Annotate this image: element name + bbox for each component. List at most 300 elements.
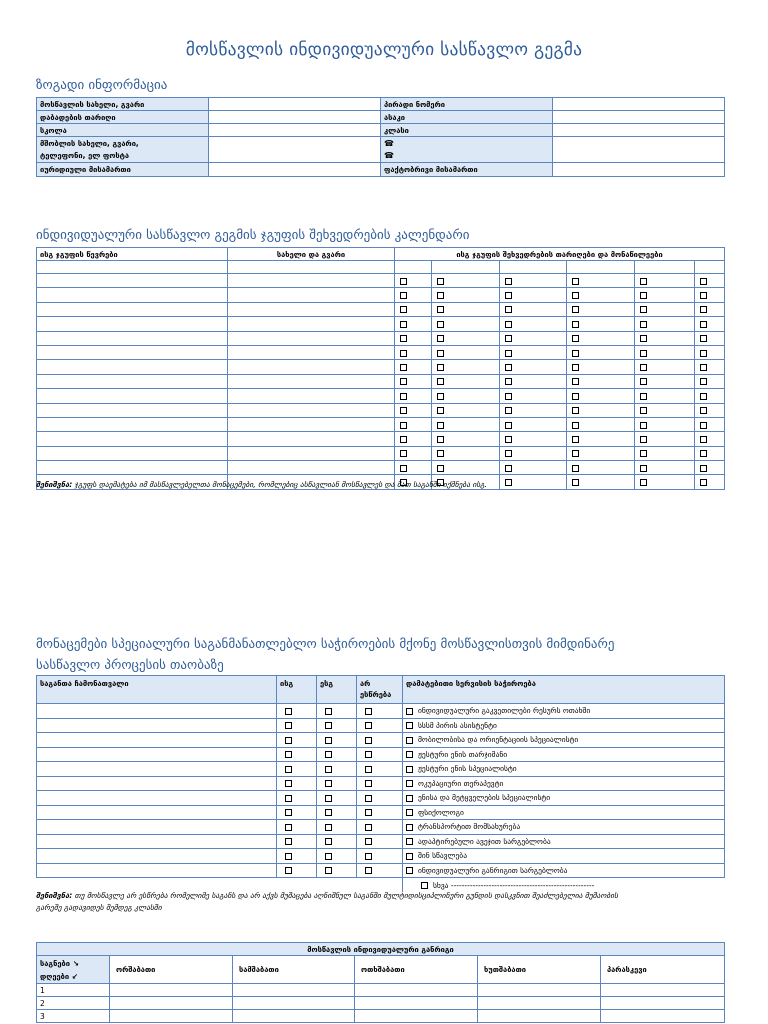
service-option[interactable]: [403, 733, 725, 748]
checkbox[interactable]: [437, 335, 444, 342]
checkbox[interactable]: [700, 364, 707, 371]
member-cell[interactable]: [37, 288, 228, 302]
subject-cell[interactable]: [37, 805, 277, 820]
attendance-cell: [432, 317, 500, 331]
name-cell[interactable]: [228, 288, 395, 302]
attendance-cell: [500, 374, 567, 388]
member-cell[interactable]: [37, 403, 228, 417]
service-option[interactable]: [403, 863, 725, 878]
attendance-cell: [695, 331, 725, 345]
checkbox[interactable]: [700, 450, 707, 457]
checkbox[interactable]: [285, 737, 292, 744]
member-cell[interactable]: [37, 331, 228, 345]
subject-cell[interactable]: [37, 733, 277, 748]
name-cell[interactable]: [228, 432, 395, 446]
checkbox[interactable]: [437, 350, 444, 357]
attendance-cell: [395, 374, 432, 388]
schedule-cell[interactable]: [478, 1010, 601, 1023]
checkbox[interactable]: [505, 465, 512, 472]
attendance-cell: [695, 360, 725, 374]
checkbox[interactable]: [285, 766, 292, 773]
attendance-cell: [695, 403, 725, 417]
checkbox[interactable]: [325, 809, 332, 816]
checkbox[interactable]: [572, 393, 579, 400]
date-cell[interactable]: [500, 261, 567, 274]
checkbox[interactable]: [406, 867, 413, 874]
subject-cell[interactable]: [37, 863, 277, 878]
member-cell[interactable]: [37, 417, 228, 431]
checkbox[interactable]: [406, 838, 413, 845]
checkbox[interactable]: [400, 321, 407, 328]
schedule-cell[interactable]: [478, 984, 601, 997]
name-cell[interactable]: [228, 360, 395, 374]
checkbox[interactable]: [400, 292, 407, 299]
checkbox[interactable]: [400, 450, 407, 457]
attendance-cell: [695, 446, 725, 460]
subject-cell[interactable]: [37, 747, 277, 762]
checkbox[interactable]: [572, 465, 579, 472]
attendance-cell: [395, 389, 432, 403]
checkbox[interactable]: [700, 479, 707, 486]
checkbox[interactable]: [572, 364, 579, 371]
esg-checkbox-cell: [317, 849, 357, 864]
checkbox[interactable]: [325, 867, 332, 874]
checkbox[interactable]: [505, 393, 512, 400]
name-cell[interactable]: [228, 302, 395, 316]
isg-checkbox-cell: [277, 704, 317, 719]
checkbox[interactable]: [640, 378, 647, 385]
not-attending-checkbox-cell: [357, 805, 403, 820]
date-cell[interactable]: [567, 261, 635, 274]
checkbox[interactable]: [400, 393, 407, 400]
schedule-cell[interactable]: [110, 984, 233, 997]
checkbox[interactable]: [640, 364, 647, 371]
checkbox[interactable]: [505, 378, 512, 385]
checkbox[interactable]: [365, 751, 372, 758]
class-field[interactable]: [553, 124, 725, 137]
checkbox[interactable]: [406, 708, 413, 715]
subject-cell[interactable]: [37, 791, 277, 806]
checkbox[interactable]: [640, 393, 647, 400]
student-name-field[interactable]: [209, 98, 381, 111]
checkbox[interactable]: [505, 479, 512, 486]
label-parent: [37, 137, 209, 163]
phone-icon: ☎: [384, 138, 394, 148]
attendance-cell: [567, 446, 635, 460]
member-cell[interactable]: [37, 461, 228, 475]
checkbox[interactable]: [640, 465, 647, 472]
subject-cell[interactable]: [37, 776, 277, 791]
checkbox[interactable]: [640, 450, 647, 457]
checkbox[interactable]: [406, 751, 413, 758]
checkbox[interactable]: [365, 809, 372, 816]
checkbox[interactable]: [285, 867, 292, 874]
member-cell[interactable]: [37, 374, 228, 388]
checkbox[interactable]: [505, 407, 512, 414]
checkbox[interactable]: [285, 795, 292, 802]
checkbox[interactable]: [505, 422, 512, 429]
label-parent-line2: ტელეფონი, ელ ფოსტა: [40, 150, 130, 160]
checkbox[interactable]: [572, 321, 579, 328]
attendance-cell: [695, 288, 725, 302]
member-cell[interactable]: [37, 274, 228, 288]
schedule-cell[interactable]: [233, 997, 355, 1010]
not-attending-checkbox-cell: [357, 718, 403, 733]
attendance-cell: [395, 317, 432, 331]
esg-checkbox-cell: [317, 733, 357, 748]
member-cell[interactable]: [37, 432, 228, 446]
schedule-cell[interactable]: [601, 984, 725, 997]
attendance-cell: [395, 360, 432, 374]
checkbox[interactable]: [700, 393, 707, 400]
parent-field[interactable]: [209, 137, 381, 163]
checkbox[interactable]: [325, 766, 332, 773]
checkbox[interactable]: [505, 292, 512, 299]
checkbox[interactable]: [285, 751, 292, 758]
name-cell[interactable]: [228, 274, 395, 288]
attendance-cell: [500, 302, 567, 316]
checkbox[interactable]: [700, 465, 707, 472]
checkbox[interactable]: [700, 436, 707, 443]
checkbox[interactable]: [406, 809, 413, 816]
checkbox[interactable]: [572, 450, 579, 457]
service-label: ჟესტური ენის სპეციალისტი: [418, 764, 517, 774]
name-cell[interactable]: [228, 331, 395, 345]
attendance-cell: [500, 274, 567, 288]
col-esg: ესგ: [317, 676, 357, 704]
checkbox[interactable]: [325, 824, 332, 831]
not-attending-checkbox-cell: [357, 704, 403, 719]
attendance-cell: [432, 274, 500, 288]
checkbox[interactable]: [437, 278, 444, 285]
date-cell[interactable]: [395, 261, 432, 274]
service-label: მობილობისა და ორიენტაციის სპეციალისტი: [418, 735, 579, 745]
schedule-cell[interactable]: [478, 997, 601, 1010]
service-option[interactable]: [403, 791, 725, 806]
subject-cell[interactable]: [37, 762, 277, 777]
checkbox[interactable]: [406, 780, 413, 787]
attendance-cell: [500, 432, 567, 446]
checkbox[interactable]: [505, 450, 512, 457]
name-cell[interactable]: [228, 417, 395, 431]
actual-address-field[interactable]: [553, 163, 725, 177]
service-option[interactable]: [403, 718, 725, 733]
service-option[interactable]: [403, 762, 725, 777]
checkbox[interactable]: [365, 780, 372, 787]
checkbox[interactable]: [325, 853, 332, 860]
checkbox[interactable]: [700, 350, 707, 357]
checkbox[interactable]: [285, 838, 292, 845]
checkbox[interactable]: [400, 306, 407, 313]
subject-row: [37, 805, 725, 820]
subject-cell[interactable]: [37, 820, 277, 835]
checkbox[interactable]: [365, 853, 372, 860]
subjects-note-line1: [36, 890, 618, 902]
meeting-row: [37, 446, 725, 460]
schedule-row: [37, 997, 725, 1010]
schedule-cell[interactable]: [355, 984, 478, 997]
checkbox[interactable]: [437, 393, 444, 400]
subjects-note: [36, 890, 618, 914]
checkbox[interactable]: [640, 335, 647, 342]
attendance-cell: [695, 475, 725, 489]
checkbox[interactable]: [437, 364, 444, 371]
attendance-cell: [432, 374, 500, 388]
checkbox[interactable]: [640, 292, 647, 299]
name-cell[interactable]: [228, 461, 395, 475]
attendance-cell: [395, 432, 432, 446]
checkbox[interactable]: [365, 867, 372, 874]
schedule-table: [36, 942, 725, 1023]
member-cell[interactable]: [37, 345, 228, 359]
checkbox[interactable]: [406, 824, 413, 831]
member-cell[interactable]: [37, 446, 228, 460]
schedule-cell[interactable]: [233, 1010, 355, 1023]
checkbox[interactable]: [505, 278, 512, 285]
checkbox[interactable]: [437, 306, 444, 313]
checkbox[interactable]: [400, 465, 407, 472]
checkbox[interactable]: [437, 407, 444, 414]
attendance-cell: [395, 302, 432, 316]
attendance-cell: [500, 317, 567, 331]
checkbox[interactable]: [505, 335, 512, 342]
meeting-row: [37, 461, 725, 475]
name-cell[interactable]: [228, 374, 395, 388]
meeting-row: [37, 331, 725, 345]
member-cell[interactable]: [37, 302, 228, 316]
attendance-cell: [695, 345, 725, 359]
subject-row: [37, 762, 725, 777]
note-label: შენიშვნა:: [36, 480, 73, 489]
checkbox[interactable]: [700, 278, 707, 285]
subject-row: [37, 849, 725, 864]
service-option[interactable]: [403, 834, 725, 849]
name-cell[interactable]: [228, 389, 395, 403]
service-label: ჟესტური ენის თარჯიმანი: [418, 749, 508, 759]
checkbox[interactable]: [700, 292, 707, 299]
schedule-row: [37, 984, 725, 997]
service-label: ტრანსპორტით მომსახურება: [418, 822, 521, 832]
date-cell[interactable]: [635, 261, 695, 274]
date-cell[interactable]: [695, 261, 725, 274]
service-option[interactable]: [403, 820, 725, 835]
checkbox[interactable]: [437, 292, 444, 299]
checkbox[interactable]: [285, 853, 292, 860]
subject-row: [37, 791, 725, 806]
checkbox[interactable]: [572, 278, 579, 285]
checkbox[interactable]: [700, 422, 707, 429]
member-cell[interactable]: [37, 317, 228, 331]
checkbox[interactable]: [325, 722, 332, 729]
checkbox[interactable]: [700, 321, 707, 328]
checkbox[interactable]: [437, 436, 444, 443]
col-subject-list: საგანთა ჩამონათვალი: [37, 676, 277, 704]
subject-cell[interactable]: [37, 834, 277, 849]
checkbox[interactable]: [505, 321, 512, 328]
checkbox[interactable]: [400, 422, 407, 429]
subject-row: [37, 718, 725, 733]
service-option[interactable]: [403, 776, 725, 791]
checkbox[interactable]: [572, 306, 579, 313]
subject-cell[interactable]: [37, 849, 277, 864]
checkbox[interactable]: [365, 722, 372, 729]
label-parent-line1: მშობლის სახელი, გვარი,: [40, 138, 139, 148]
checkbox[interactable]: [437, 450, 444, 457]
service-option[interactable]: [403, 805, 725, 820]
checkbox[interactable]: [572, 479, 579, 486]
esg-checkbox-cell: [317, 704, 357, 719]
checkbox[interactable]: [437, 321, 444, 328]
checkbox[interactable]: [572, 335, 579, 342]
schedule-cell[interactable]: [233, 984, 355, 997]
checkbox[interactable]: [640, 422, 647, 429]
checkbox[interactable]: [285, 809, 292, 816]
date-cell[interactable]: [432, 261, 500, 274]
checkbox[interactable]: [400, 278, 407, 285]
checkbox[interactable]: [700, 378, 707, 385]
checkbox[interactable]: [325, 780, 332, 787]
checkbox[interactable]: [640, 407, 647, 414]
schedule-cell[interactable]: [601, 1010, 725, 1023]
page-title: მოსწავლის ინდივიდუალური სასწავლო გეგმა: [185, 40, 583, 60]
corner-days: დღეები ↙: [40, 971, 79, 981]
attendance-cell: [635, 432, 695, 446]
checkbox[interactable]: [406, 795, 413, 802]
schedule-cell[interactable]: [601, 997, 725, 1010]
checkbox[interactable]: [325, 795, 332, 802]
schedule-cell[interactable]: [110, 997, 233, 1010]
checkbox[interactable]: [400, 364, 407, 371]
checkbox[interactable]: [365, 737, 372, 744]
personal-number-field[interactable]: [553, 98, 725, 111]
attendance-cell: [500, 288, 567, 302]
checkbox[interactable]: [325, 751, 332, 758]
meeting-row: [37, 417, 725, 431]
day-header: პარასკევი: [601, 956, 725, 984]
legal-address-field[interactable]: [209, 163, 381, 177]
checkbox[interactable]: [285, 824, 292, 831]
checkbox[interactable]: [325, 737, 332, 744]
checkbox[interactable]: [406, 766, 413, 773]
checkbox[interactable]: [505, 364, 512, 371]
checkbox[interactable]: [572, 407, 579, 414]
name-cell[interactable]: [228, 317, 395, 331]
name-cell[interactable]: [228, 446, 395, 460]
subject-cell[interactable]: [37, 704, 277, 719]
checkbox[interactable]: [400, 378, 407, 385]
attendance-cell: [635, 403, 695, 417]
name-cell[interactable]: [228, 345, 395, 359]
checkbox[interactable]: [437, 465, 444, 472]
checkbox[interactable]: [640, 321, 647, 328]
checkbox[interactable]: [572, 436, 579, 443]
service-label: ფსიქოლოგი: [418, 807, 464, 817]
service-option[interactable]: [403, 704, 725, 719]
checkbox[interactable]: [285, 708, 292, 715]
checkbox[interactable]: [505, 350, 512, 357]
checkbox[interactable]: [572, 422, 579, 429]
checkbox[interactable]: [365, 708, 372, 715]
checkbox[interactable]: [572, 378, 579, 385]
day-header: ოთხშაბათი: [355, 956, 478, 984]
service-option[interactable]: [403, 849, 725, 864]
member-cell[interactable]: [37, 389, 228, 403]
row-number: 3: [37, 1010, 110, 1023]
isg-checkbox-cell: [277, 791, 317, 806]
checkbox[interactable]: [285, 722, 292, 729]
checkbox[interactable]: [365, 838, 372, 845]
checkbox[interactable]: [640, 306, 647, 313]
checkbox[interactable]: [400, 350, 407, 357]
attendance-cell: [500, 360, 567, 374]
checkbox[interactable]: [365, 824, 372, 831]
checkbox[interactable]: [700, 335, 707, 342]
not-attending-checkbox-cell: [357, 762, 403, 777]
checkbox[interactable]: [700, 407, 707, 414]
birth-date-field[interactable]: [209, 111, 381, 124]
checkbox[interactable]: [640, 479, 647, 486]
checkbox[interactable]: [572, 350, 579, 357]
checkbox[interactable]: [325, 838, 332, 845]
isg-checkbox-cell: [277, 776, 317, 791]
phone-field[interactable]: [553, 137, 725, 163]
service-label: შინ სწავლება: [418, 851, 468, 861]
checkbox[interactable]: [406, 737, 413, 744]
checkbox[interactable]: [505, 436, 512, 443]
col-isg: ისგ: [277, 676, 317, 704]
corner-subjects: საგნები ↘: [40, 958, 79, 968]
checkbox[interactable]: [365, 795, 372, 802]
checkbox[interactable]: [640, 278, 647, 285]
day-header: ორშაბათი: [110, 956, 233, 984]
schedule-cell[interactable]: [110, 1010, 233, 1023]
age-field[interactable]: [553, 111, 725, 124]
checkbox[interactable]: [572, 292, 579, 299]
school-field[interactable]: [209, 124, 381, 137]
checkbox[interactable]: [406, 722, 413, 729]
member-cell[interactable]: [37, 360, 228, 374]
checkbox[interactable]: [437, 422, 444, 429]
service-option[interactable]: [403, 747, 725, 762]
attendance-cell: [567, 475, 635, 489]
checkbox[interactable]: [406, 853, 413, 860]
checkbox[interactable]: [400, 436, 407, 443]
checkbox[interactable]: [400, 407, 407, 414]
checkbox[interactable]: [700, 306, 707, 313]
checkbox[interactable]: [437, 378, 444, 385]
attendance-cell: [432, 432, 500, 446]
note-text: თუ მოსწავლე არ ესწრება რომელიმე საგანს და არ აქვს მუშაცება აღნიშნულ საგანში მულტიდისციპლინური გუნდის დასკვნით შეაძლებელია მუშაობის: [72, 891, 619, 900]
checkbox[interactable]: [285, 780, 292, 787]
general-info-table: [36, 97, 725, 177]
checkbox[interactable]: [400, 335, 407, 342]
service-label: ოკუპაციური თერაპევტი: [418, 778, 504, 788]
schedule-cell[interactable]: [355, 997, 478, 1010]
checkbox[interactable]: [640, 436, 647, 443]
subject-cell[interactable]: [37, 718, 277, 733]
checkbox[interactable]: [325, 708, 332, 715]
name-cell[interactable]: [228, 403, 395, 417]
schedule-cell[interactable]: [355, 1010, 478, 1023]
checkbox[interactable]: [640, 350, 647, 357]
attendance-cell: [432, 446, 500, 460]
meeting-row: [37, 360, 725, 374]
subject-row: [37, 776, 725, 791]
col-not-attending-line2: ესწრება: [360, 690, 392, 699]
checkbox[interactable]: [505, 306, 512, 313]
checkbox[interactable]: [365, 766, 372, 773]
checkbox[interactable]: [421, 882, 428, 889]
